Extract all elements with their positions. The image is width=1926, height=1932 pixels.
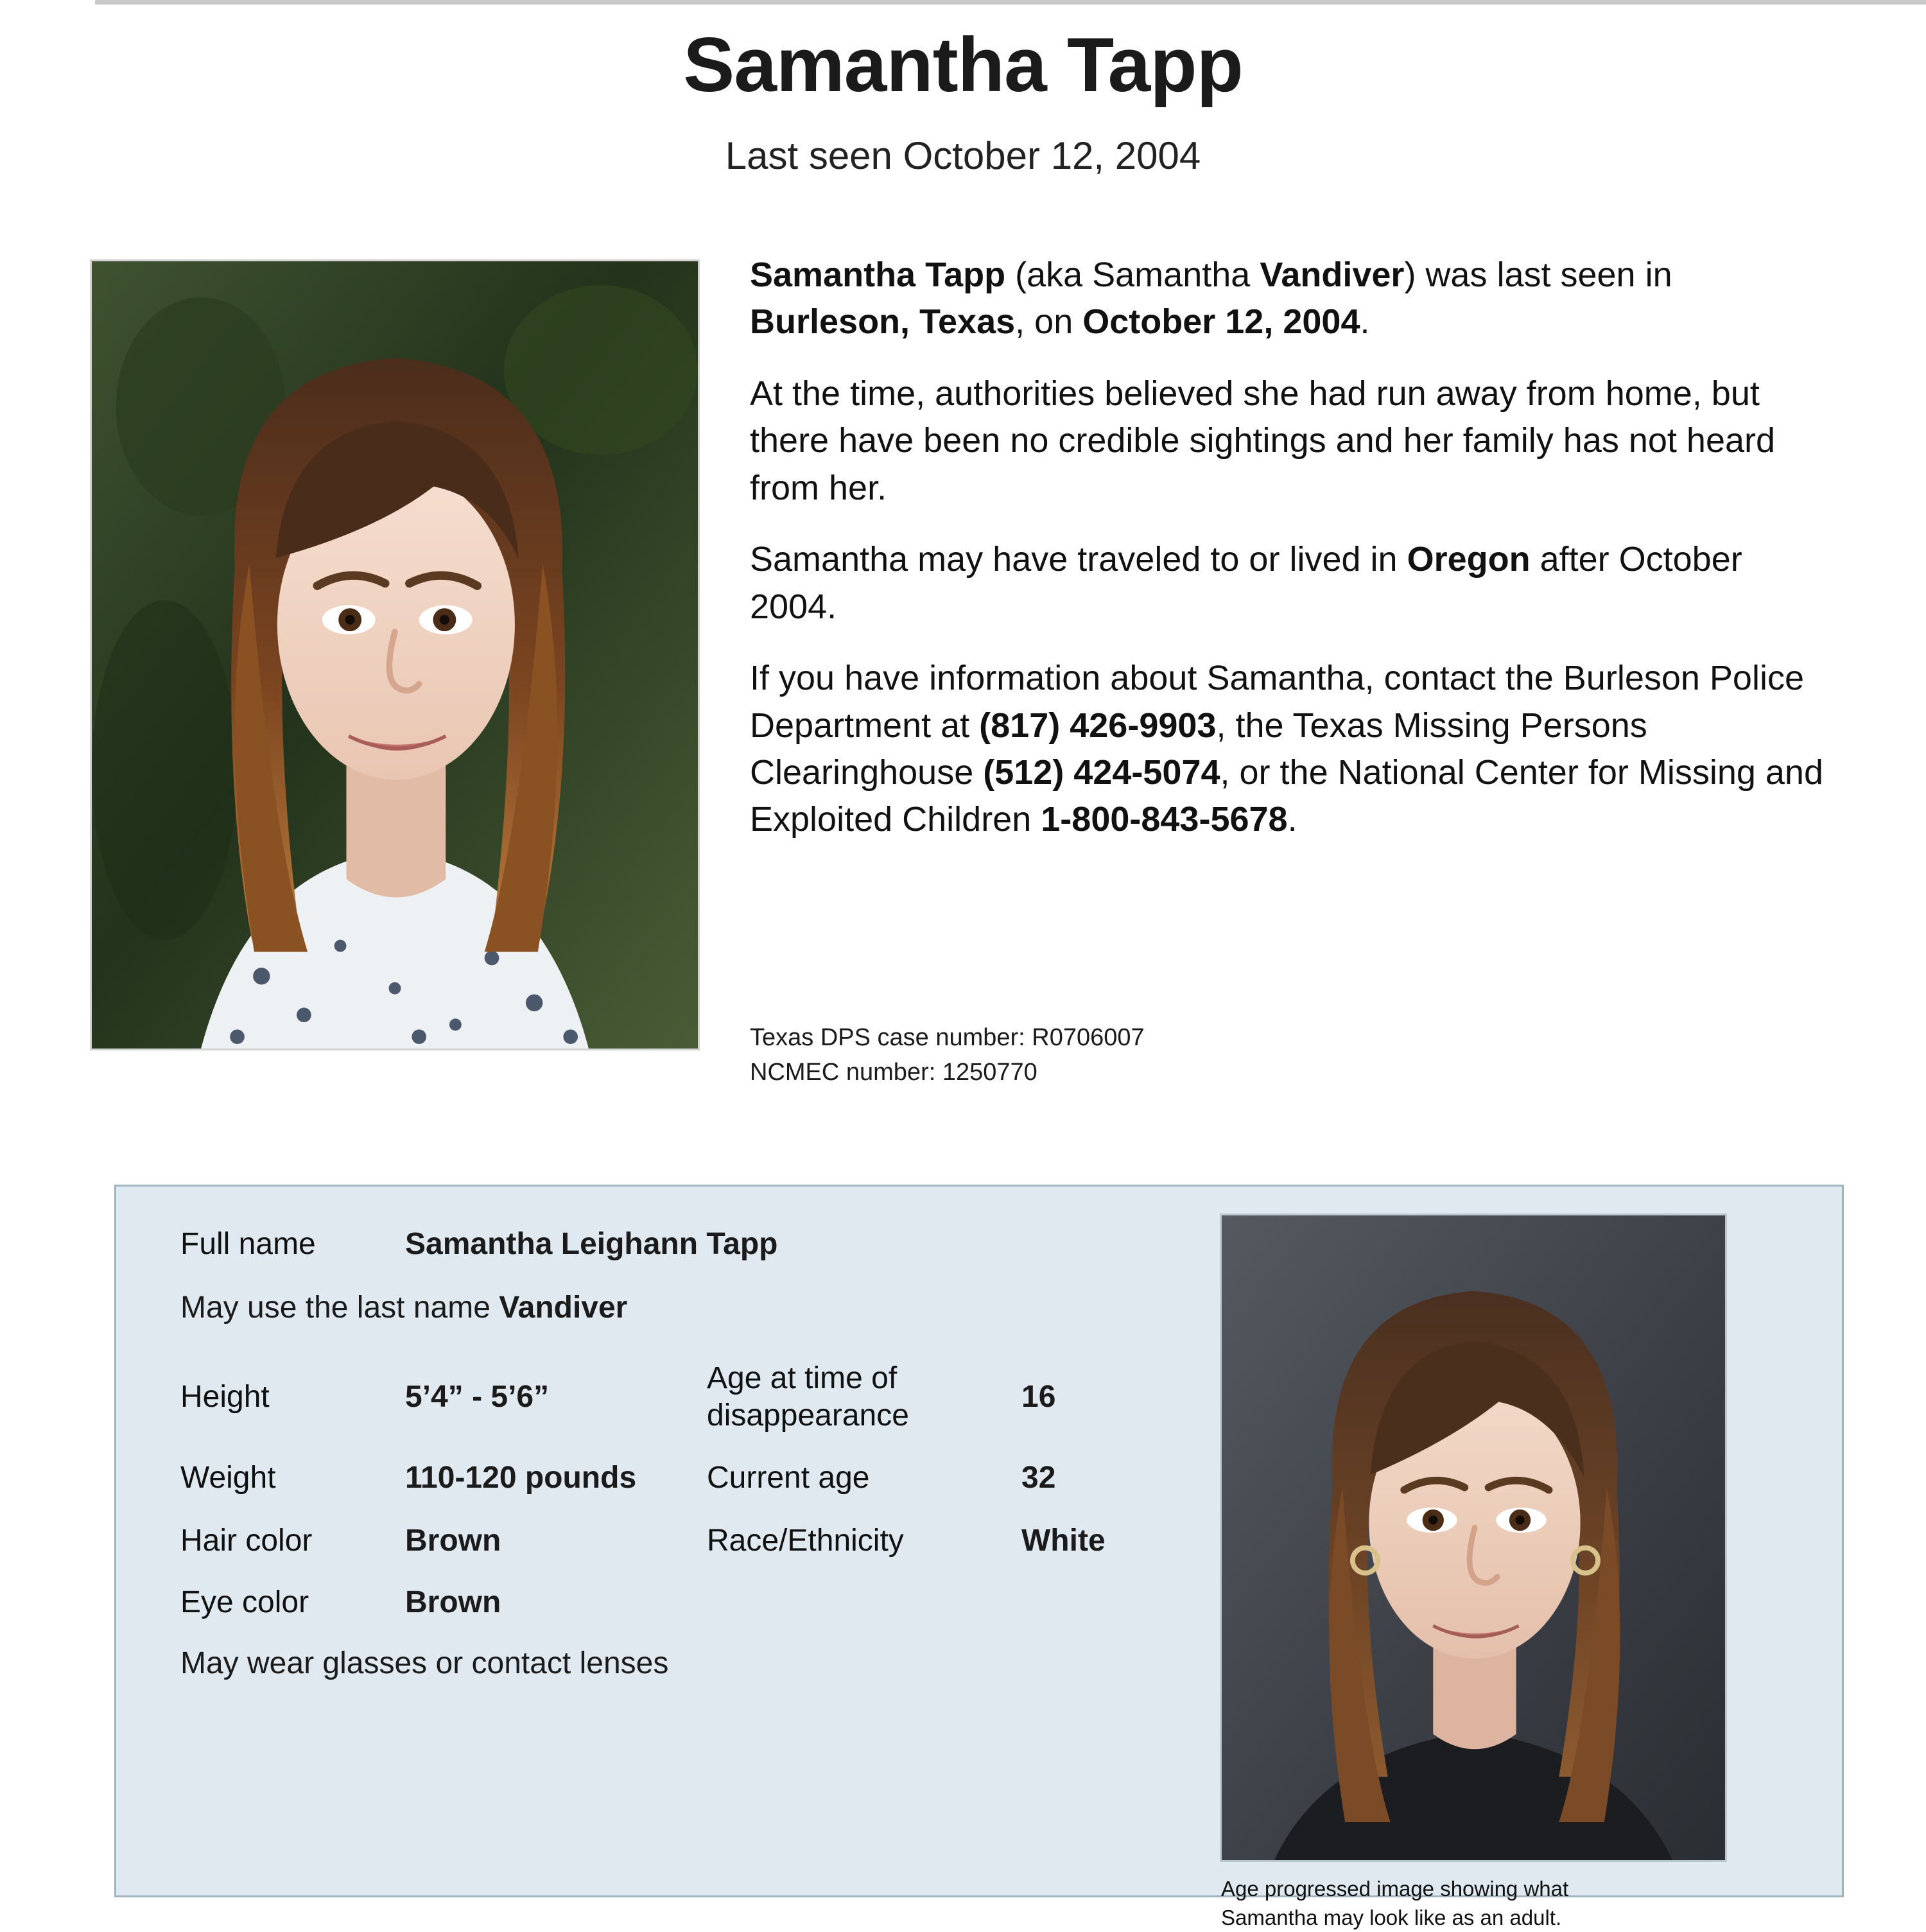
- row-full-name: [180, 1226, 1246, 1262]
- narrative-paragraph-1: [750, 252, 1835, 346]
- row-weight-current-age: [180, 1459, 1208, 1497]
- height-value: 5’4” - 5’6”: [405, 1380, 550, 1414]
- full-name-label: Full name: [180, 1227, 316, 1261]
- narrative-paragraph-4: [750, 655, 1835, 844]
- narrative-text-span: If you have information about Samantha, contact the Burleson Police Department at: [750, 659, 1804, 745]
- state-inline: Oregon: [1407, 540, 1531, 579]
- weight-label: Weight: [180, 1461, 276, 1495]
- row-alias: [180, 1290, 1246, 1325]
- photo-original: [90, 259, 700, 1050]
- narrative-text-span: (aka Samantha: [1005, 256, 1260, 294]
- current-age-value: 32: [1021, 1461, 1056, 1495]
- narrative-text-span: , on: [1015, 302, 1083, 342]
- details-list: [180, 1226, 1246, 1681]
- alias-prefix: May use the last name: [180, 1291, 499, 1325]
- race-ethnicity-value: White: [1021, 1524, 1106, 1558]
- age-at-disappearance-value: 16: [1021, 1380, 1056, 1414]
- photo-age-progressed-illustration: [1222, 1215, 1725, 1860]
- page-title: Samantha Tapp: [683, 22, 1243, 108]
- page-subtitle: Last seen October 12, 2004: [725, 134, 1201, 177]
- age-at-disappearance-label: Age at time of disappearance: [707, 1361, 909, 1432]
- caption-line-2: Samantha may look like as an adult.: [1221, 1905, 1562, 1929]
- eye-color-label: Eye color: [180, 1585, 309, 1620]
- narrative-text-span: ) was last seen in: [1404, 256, 1672, 294]
- narrative-text-span: Samantha may have traveled to or lived in: [750, 540, 1407, 579]
- row-eye-color: [180, 1585, 1208, 1620]
- race-ethnicity-label: Race/Ethnicity: [707, 1523, 904, 1558]
- top-divider: [95, 0, 1926, 4]
- last-seen-location-inline: Burleson, Texas: [750, 302, 1016, 342]
- glasses-note: May wear glasses or contact lenses: [180, 1646, 669, 1681]
- case-number-ncmec: NCMEC number: 1250770: [750, 1058, 1037, 1086]
- photo-age-progressed-caption: [1221, 1875, 1735, 1932]
- narrative-paragraph-2: At the time, authorities believed she had run away from home, but there have been no credible sightings and her family has not heard from her.: [750, 374, 1776, 507]
- narrative-text-span: , or the National Center for Missing and Exploited Children: [750, 753, 1823, 839]
- photo-original-illustration: [92, 261, 698, 1049]
- alias-value: Vandiver: [499, 1291, 628, 1325]
- narrative-text-span: , the Texas Missing Persons Clearinghouse: [750, 706, 1647, 792]
- current-age-label: Current age: [707, 1461, 870, 1495]
- height-label: Height: [180, 1380, 270, 1414]
- weight-value: 110-120 pounds: [405, 1461, 637, 1495]
- hair-color-label: Hair color: [180, 1524, 313, 1558]
- case-number-dps: Texas DPS case number: R0706007: [750, 1024, 1145, 1051]
- subject-name-inline: Samantha Tapp: [750, 256, 1006, 294]
- case-numbers: [750, 1021, 1841, 1090]
- narrative-text: [750, 252, 1835, 868]
- caption-line-1: Age progressed image showing what: [1221, 1877, 1569, 1901]
- photo-age-progressed: [1220, 1214, 1727, 1862]
- hair-color-value: Brown: [405, 1524, 501, 1558]
- narrative-text-span: .: [1360, 302, 1370, 342]
- narrative-paragraph-3: [750, 536, 1835, 631]
- narrative-text-span: after October 2004.: [750, 540, 1742, 626]
- details-grid: [180, 1360, 1208, 1681]
- last-seen-date-inline: October 12, 2004: [1082, 302, 1360, 342]
- narrative-text-span: .: [1287, 800, 1297, 839]
- phone-texas-clearinghouse: (512) 424-5074: [983, 753, 1220, 792]
- full-name-value: Samantha Leighann Tapp: [405, 1227, 778, 1261]
- alias-inline: Vandiver: [1260, 256, 1405, 294]
- phone-ncmec: 1-800-843-5678: [1041, 800, 1288, 839]
- row-height-age: [180, 1360, 1208, 1434]
- eye-color-value: Brown: [405, 1585, 501, 1620]
- phone-burleson-pd: (817) 426-9903: [979, 706, 1217, 745]
- row-hair-race: [180, 1522, 1208, 1560]
